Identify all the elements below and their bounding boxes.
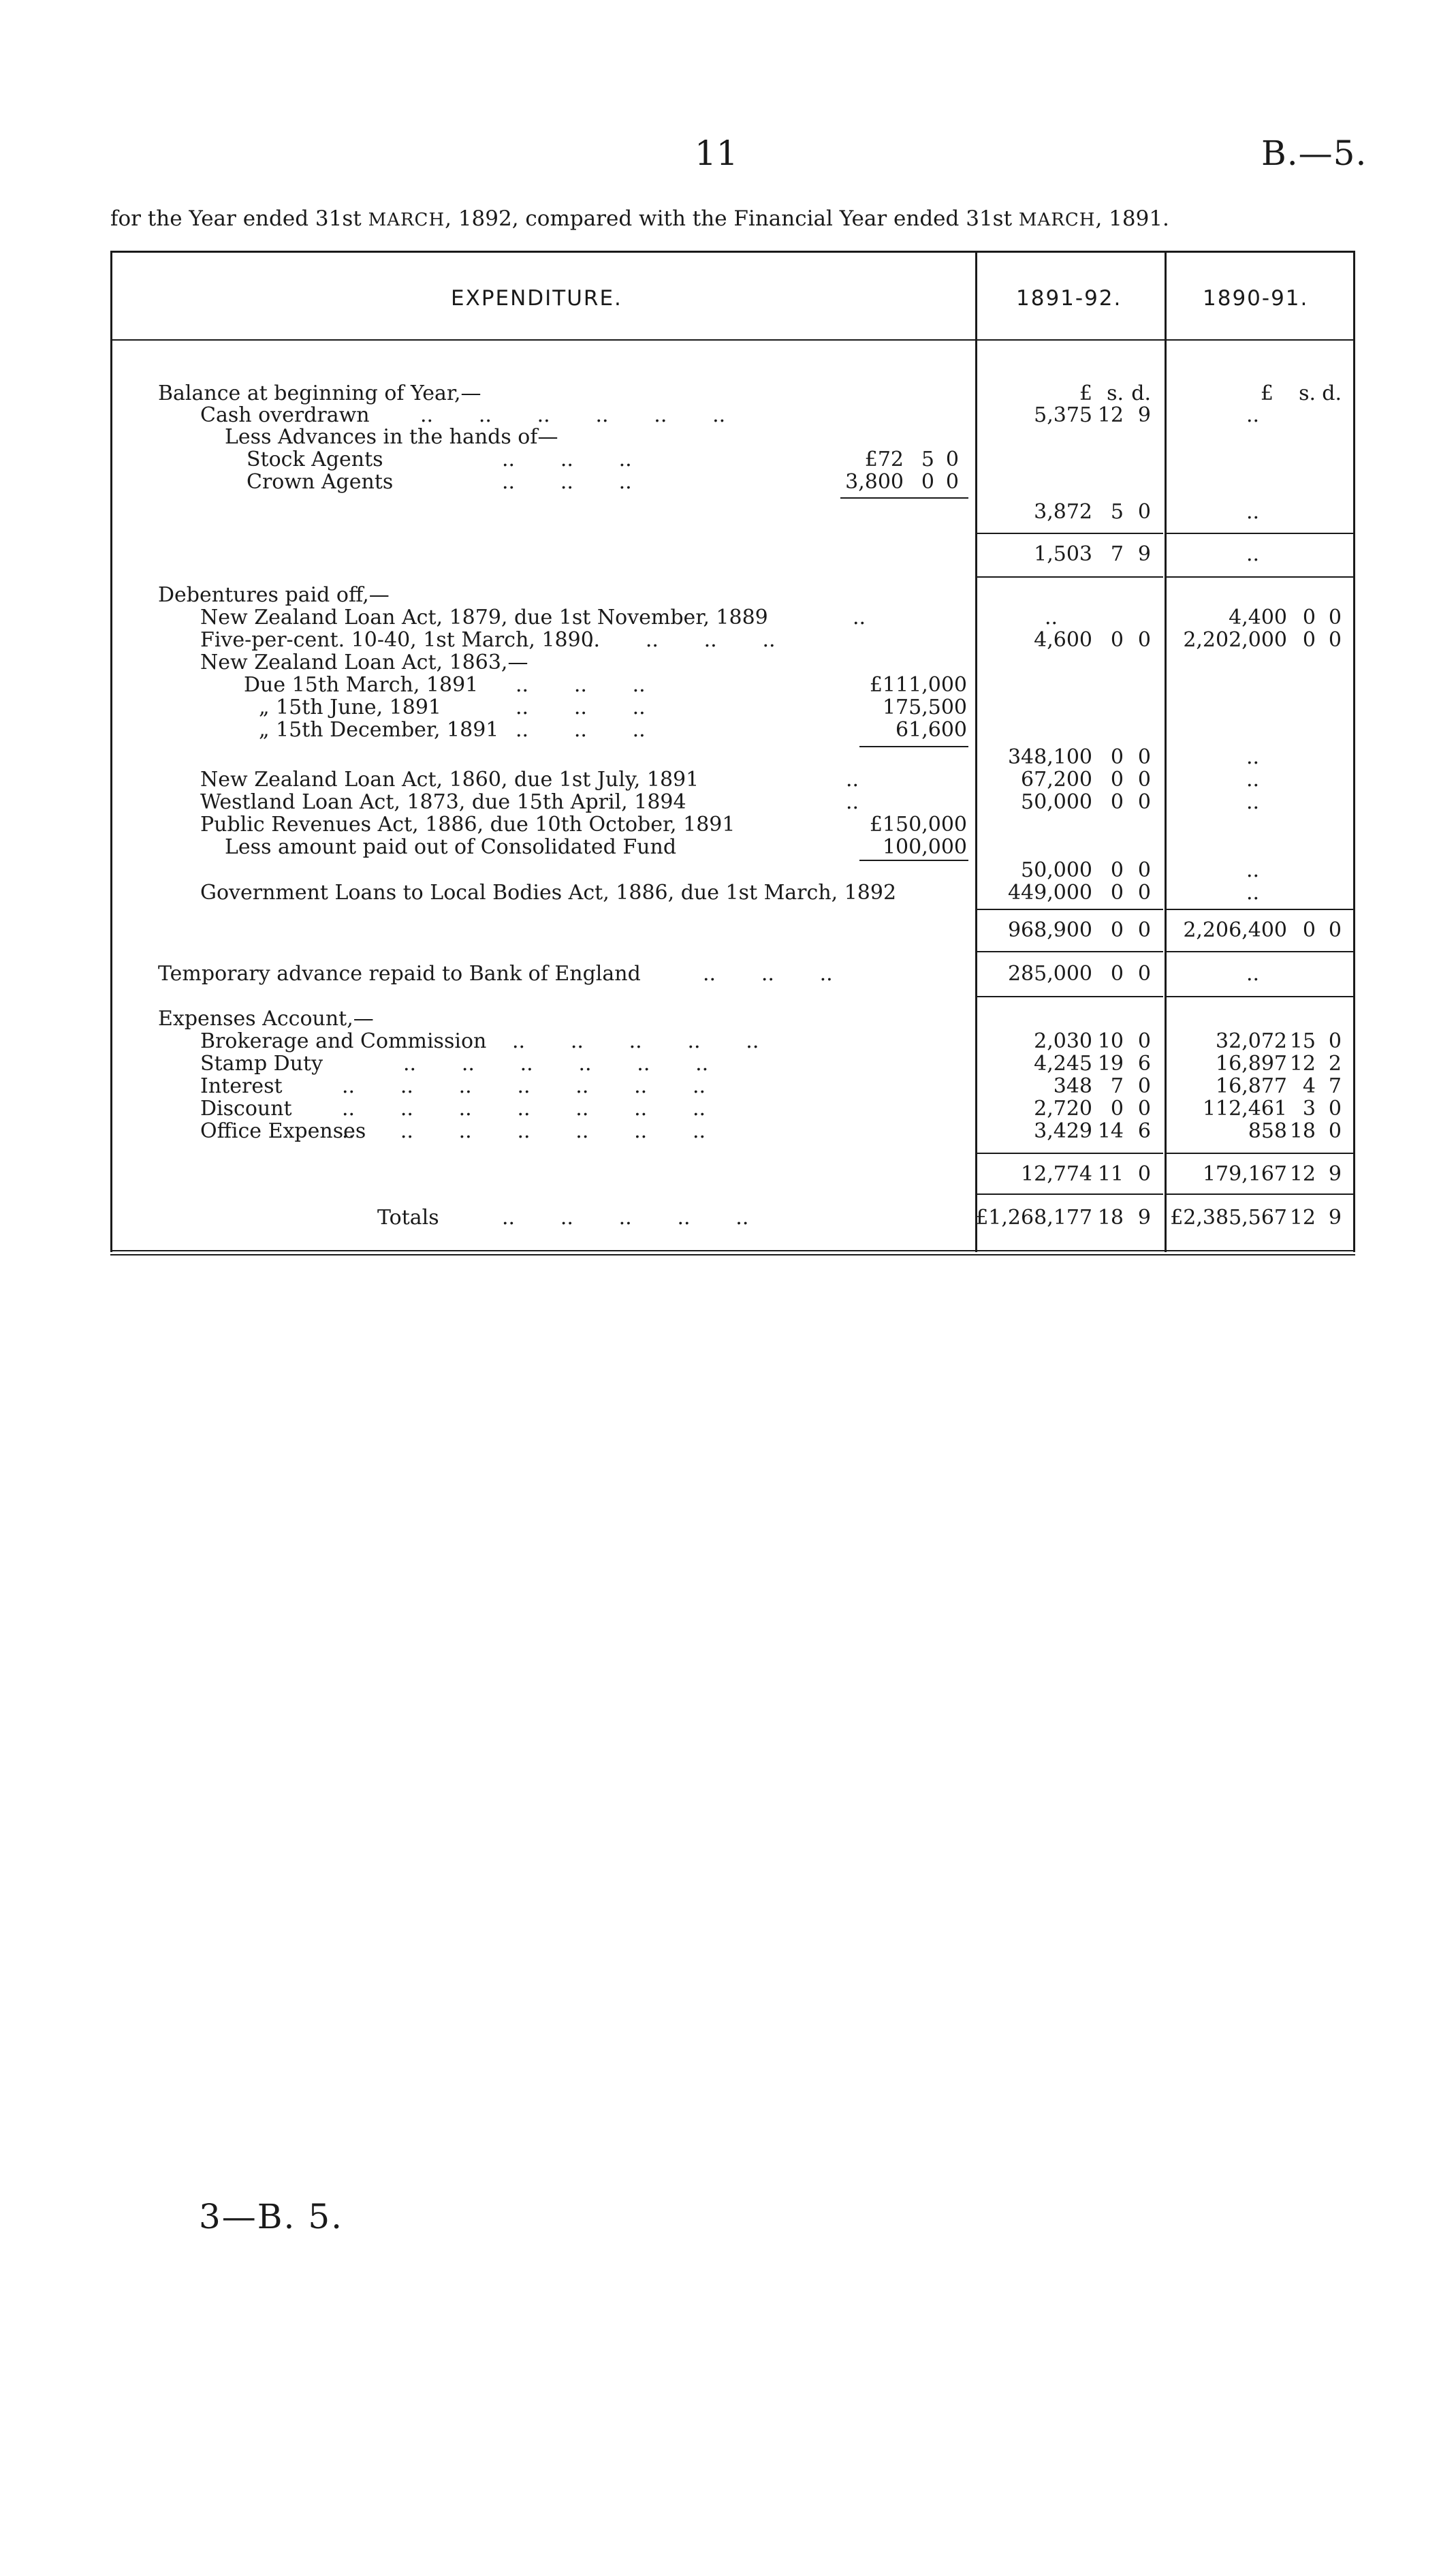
crown-agents-amount-shillings: 0 (921, 470, 934, 494)
table-caption (110, 206, 1169, 231)
expenses-row-2-1891-shillings: 4 (1302, 1074, 1316, 1098)
loan-1879-leaders: .. (853, 607, 911, 629)
temporary-1892-pence: 0 (1137, 962, 1151, 986)
loan-1863-total-1892-pounds: 348,100 (1007, 745, 1092, 769)
advances-total-1892-shillings: 5 (1110, 500, 1124, 524)
local-bodies-1892-shillings: 0 (1110, 881, 1124, 905)
loan-1879-1892: .. (1045, 606, 1058, 629)
public-revenues-amount: £150,000 (869, 813, 967, 837)
expenses-heading: Expenses Account,— (158, 1007, 374, 1031)
loan-1879-1891-pounds: 4,400 (1229, 606, 1287, 629)
header-expenditure: EXPENDITURE. (451, 286, 622, 311)
loan-1863-total-1892-shillings: 0 (1110, 745, 1124, 769)
five-per-cent-leaders: .. .. .. .. (587, 629, 821, 651)
caption-suffix: , 1891. (1095, 206, 1169, 231)
cash-overdrawn-leaders: .. .. .. .. .. .. (420, 405, 771, 426)
footer-signature: 3—B. 5. (199, 2197, 344, 2236)
expenses-rule-1891 (1166, 1153, 1353, 1154)
westland-leaders: .. (846, 792, 904, 813)
expenses-row-4-1891-pounds: 858 (1248, 1119, 1287, 1143)
cur-pound-1892: £ (1079, 381, 1092, 405)
caption-month-1: MARCH (368, 210, 445, 230)
loan-1860-1892-shillings: 0 (1110, 768, 1124, 792)
debentures-subtotal-1891-pence: 0 (1328, 918, 1342, 942)
local-bodies-1892-pence: 0 (1137, 881, 1151, 905)
expenses-row-3-1891-pence: 0 (1328, 1097, 1342, 1121)
totals-label: Totals (377, 1206, 439, 1230)
five-per-cent-label: Five-per-cent. 10-40, 1st March, 1890 (200, 628, 594, 652)
loan-1879-1891-shillings: 0 (1302, 606, 1316, 629)
consolidated-rule (859, 860, 968, 861)
loan-1863-item-1-label: „ 15th June, 1891 (259, 696, 442, 719)
loan-1863-item-2-label: „ 15th December, 1891 (259, 718, 499, 742)
debentures-subtotal-1892-shillings: 0 (1110, 918, 1124, 942)
cash-overdrawn-1892-pence: 9 (1137, 403, 1151, 427)
expenses-row-3-1892-shillings: 0 (1110, 1097, 1124, 1121)
five-per-cent-1891-pence: 0 (1328, 628, 1342, 652)
temporary-label: Temporary advance repaid to Bank of England (158, 962, 641, 986)
debentures-sub-rule-1891 (1166, 951, 1353, 952)
expenses-sub-rule-1891 (1166, 1193, 1353, 1195)
local-bodies-1891: .. (1246, 881, 1260, 905)
expenses-row-3-1891-pounds: 112,461 (1202, 1097, 1287, 1121)
expenses-row-2-1892-pence: 0 (1137, 1074, 1151, 1098)
totals-1892-pence: 9 (1137, 1206, 1151, 1230)
expenses-row-3-leaders: .. .. .. .. .. .. .. (342, 1098, 751, 1120)
expenses-row-2-1892-shillings: 7 (1110, 1074, 1124, 1098)
westland-1892-pence: 0 (1137, 790, 1151, 814)
expenses-row-0-1891-shillings: 15 (1289, 1029, 1316, 1053)
expenses-row-2-leaders: .. .. .. .. .. .. .. (342, 1076, 751, 1097)
loan-1863-item-1-amount: 175,500 (882, 696, 967, 719)
balance-rule-1892 (977, 533, 1163, 534)
stock-agents-label: Stock Agents (247, 448, 383, 471)
expenses-row-0-leaders: .. .. .. .. .. (512, 1031, 805, 1052)
col-divider-1 (975, 251, 977, 1252)
loan-1863-item-2-leaders: .. .. .. (516, 719, 691, 741)
less-consolidated-1891: .. (1246, 858, 1260, 882)
advances-total-1891: .. (1246, 500, 1260, 524)
expenses-subtotal-1891-pounds: 179,167 (1202, 1162, 1287, 1186)
caption-prefix: for the Year ended 31st (110, 206, 368, 231)
expenses-row-0-1892-shillings: 10 (1097, 1029, 1124, 1053)
expenses-row-4-1892-pence: 6 (1137, 1119, 1151, 1143)
balance-subtotal-1891: .. (1246, 542, 1260, 566)
expenses-row-3-label: Discount (200, 1097, 292, 1121)
expenses-row-1-1891-pounds: 16,897 (1216, 1052, 1287, 1076)
table-top-rule (110, 251, 1355, 253)
westland-label: Westland Loan Act, 1873, due 15th April, 1894 (200, 790, 686, 814)
expenses-row-1-leaders: .. .. .. .. .. .. (403, 1053, 754, 1075)
balance-sub-rule-1891 (1166, 576, 1353, 578)
expenses-row-2-1891-pence: 7 (1328, 1074, 1342, 1098)
table-right-rule (1353, 251, 1355, 1252)
bottom-rule-2 (110, 1254, 1355, 1255)
less-consolidated-amount: 100,000 (882, 835, 967, 859)
temporary-1892-pounds: 285,000 (1007, 962, 1092, 986)
totals-1891-shillings: 12 (1289, 1206, 1316, 1230)
cash-overdrawn-label: Cash overdrawn (200, 403, 370, 427)
expenses-subtotal-1891-shillings: 12 (1289, 1162, 1316, 1186)
expenses-row-0-1891-pence: 0 (1328, 1029, 1342, 1053)
caption-month-2: MARCH (1018, 210, 1096, 230)
loan-1863-item-0-leaders: .. .. .. (516, 674, 691, 696)
expenses-row-3-1892-pounds: 2,720 (1034, 1097, 1092, 1121)
debentures-subtotal-1892-pence: 0 (1137, 918, 1151, 942)
westland-1891: .. (1246, 790, 1260, 814)
temporary-leaders: .. .. .. (703, 963, 879, 985)
loan-1879-1891-pence: 0 (1328, 606, 1342, 629)
local-bodies-1892-pounds: 449,000 (1007, 881, 1092, 905)
totals-leaders: .. .. .. .. .. (502, 1207, 795, 1229)
less-consolidated-1892-pounds: 50,000 (1021, 858, 1092, 882)
expenses-row-4-1892-shillings: 14 (1097, 1119, 1124, 1143)
debentures-subtotal-1891-shillings: 0 (1302, 918, 1316, 942)
temporary-1891: .. (1246, 962, 1260, 986)
five-per-cent-1892-pounds: 4,600 (1034, 628, 1092, 652)
loan-1863-label: New Zealand Loan Act, 1863,— (200, 651, 528, 674)
expenses-subtotal-1892-pence: 0 (1137, 1162, 1151, 1186)
header-1891-92: 1891-92. (1016, 286, 1122, 311)
loan-1863-item-2-amount: 61,600 (896, 718, 967, 742)
loan-1863-total-1891: .. (1246, 745, 1260, 769)
debentures-heading: Debentures paid off,— (158, 583, 390, 607)
header-rule (110, 339, 1355, 341)
expenses-row-1-1892-pounds: 4,245 (1034, 1052, 1092, 1076)
expenses-row-1-1891-shillings: 12 (1289, 1052, 1316, 1076)
crown-agents-label: Crown Agents (247, 470, 394, 494)
expenses-row-1-1892-shillings: 19 (1097, 1052, 1124, 1076)
caption-middle: , 1892, compared with the Financial Year ended 31st (445, 206, 1019, 231)
loan-1860-1892-pence: 0 (1137, 768, 1151, 792)
loan-1860-1892-pounds: 67,200 (1021, 768, 1092, 792)
loan-1860-label: New Zealand Loan Act, 1860, due 1st July, 1891 (200, 768, 699, 792)
expenses-row-4-label: Office Expenses (200, 1119, 366, 1143)
expenses-row-4-1891-pence: 0 (1328, 1119, 1342, 1143)
crown-agents-amount-pounds: 3,800 (845, 470, 904, 494)
stock-agents-amount-shillings: 5 (921, 448, 934, 471)
debentures-rule-1891 (1166, 909, 1353, 910)
expenses-row-0-1892-pounds: 2,030 (1034, 1029, 1092, 1053)
local-bodies-label: Government Loans to Local Bodies Act, 1886, due 1st March, 1892 (200, 881, 897, 905)
stock-agents-amount-pounds: £72 (864, 448, 904, 471)
advances-total-1892-pence: 0 (1137, 500, 1151, 524)
cur-pound-1891: £ (1260, 381, 1273, 405)
five-per-cent-1892-shillings: 0 (1110, 628, 1124, 652)
totals-1892-pounds: £1,268,177 (975, 1206, 1092, 1230)
header-1890-91: 1890-91. (1203, 286, 1309, 311)
balance-subtotal-1892-shillings: 7 (1110, 542, 1124, 566)
balance-sub-rule-1892 (977, 576, 1163, 578)
expenses-row-4-leaders: .. .. .. .. .. .. .. (342, 1121, 751, 1142)
westland-1892-shillings: 0 (1110, 790, 1124, 814)
balance-subtotal-1892-pence: 9 (1137, 542, 1151, 566)
balance-heading: Balance at beginning of Year,— (158, 381, 481, 405)
cur-pence-1891: d. (1322, 381, 1342, 405)
five-per-cent-1891-shillings: 0 (1302, 628, 1316, 652)
cash-overdrawn-1892-pounds: 5,375 (1034, 403, 1092, 427)
crown-agents-leaders: .. .. .. (502, 471, 678, 493)
totals-1891-pence: 9 (1328, 1206, 1342, 1230)
expenses-row-2-1892-pounds: 348 (1053, 1074, 1092, 1098)
expenditure-table (110, 251, 1355, 1255)
westland-1892-pounds: 50,000 (1021, 790, 1092, 814)
loan-1863-rule (859, 746, 968, 747)
col-divider-2 (1165, 251, 1167, 1252)
expenses-row-0-1891-pounds: 32,072 (1216, 1029, 1287, 1053)
loan-1863-total-1892-pence: 0 (1137, 745, 1151, 769)
balance-rule-1891 (1166, 533, 1353, 534)
loan-1860-1891: .. (1246, 768, 1260, 792)
loan-1879-label: New Zealand Loan Act, 1879, due 1st November, 1889 (200, 606, 768, 629)
balance-subtotal-1892-pounds: 1,503 (1034, 542, 1092, 566)
five-per-cent-1892-pence: 0 (1137, 628, 1151, 652)
totals-1892-shillings: 18 (1097, 1206, 1124, 1230)
advances-rule (840, 497, 968, 499)
expenses-subtotal-1891-pence: 9 (1328, 1162, 1342, 1186)
totals-1891-pounds: £2,385,567 (1170, 1206, 1287, 1230)
crown-agents-amount-pence: 0 (945, 470, 959, 494)
debentures-subtotal-1892-pounds: 968,900 (1007, 918, 1092, 942)
stock-agents-leaders: .. .. .. (502, 449, 678, 471)
less-advances-label: Less Advances in the hands of— (225, 425, 558, 449)
expenses-row-2-1891-pounds: 16,877 (1216, 1074, 1287, 1098)
expenses-sub-rule-1892 (977, 1193, 1163, 1195)
temporary-1892-shillings: 0 (1110, 962, 1124, 986)
expenses-row-3-1891-shillings: 3 (1302, 1097, 1316, 1121)
advances-total-1892-pounds: 3,872 (1034, 500, 1092, 524)
expenses-row-3-1892-pence: 0 (1137, 1097, 1151, 1121)
stock-agents-amount-pence: 0 (945, 448, 959, 471)
debentures-rule-1892 (977, 909, 1163, 910)
five-per-cent-1891-pounds: 2,202,000 (1183, 628, 1287, 652)
expenses-row-1-label: Stamp Duty (200, 1052, 323, 1076)
less-consolidated-label: Less amount paid out of Consolidated Fund (225, 835, 677, 859)
loan-1860-leaders: .. (846, 769, 904, 791)
expenses-row-4-1892-pounds: 3,429 (1034, 1119, 1092, 1143)
expenses-row-4-1891-shillings: 18 (1289, 1119, 1316, 1143)
expenses-row-1-1892-pence: 6 (1137, 1052, 1151, 1076)
cash-overdrawn-1892-shillings: 12 (1097, 403, 1124, 427)
expenses-row-0-1892-pence: 0 (1137, 1029, 1151, 1053)
less-consolidated-1892-pence: 0 (1137, 858, 1151, 882)
expenses-subtotal-1892-pounds: 12,774 (1021, 1162, 1092, 1186)
loan-1863-item-0-label: Due 15th March, 1891 (244, 673, 479, 697)
expenses-rule-1892 (977, 1153, 1163, 1154)
cur-pence-1892: d. (1131, 381, 1151, 405)
document-reference: B.—5. (1261, 134, 1367, 173)
debentures-sub-rule-1892 (977, 951, 1163, 952)
cash-overdrawn-1891: .. (1246, 403, 1260, 427)
cur-shilling-1892: s. (1107, 381, 1124, 405)
less-consolidated-1892-shillings: 0 (1110, 858, 1124, 882)
temporary-rule-1891 (1166, 996, 1353, 997)
expenses-subtotal-1892-shillings: 11 (1097, 1162, 1124, 1186)
page-number: 11 (695, 134, 738, 173)
temporary-rule-1892 (977, 996, 1163, 997)
expenses-row-2-label: Interest (200, 1074, 283, 1098)
expenses-row-1-1891-pence: 2 (1328, 1052, 1342, 1076)
cur-shilling-1891: s. (1299, 381, 1316, 405)
loan-1863-item-0-amount: £111,000 (869, 673, 967, 697)
table-left-rule (110, 251, 112, 1252)
loan-1863-item-1-leaders: .. .. .. (516, 697, 691, 719)
debentures-subtotal-1891-pounds: 2,206,400 (1183, 918, 1287, 942)
public-revenues-label: Public Revenues Act, 1886, due 10th October, 1891 (200, 813, 735, 837)
bottom-rule-1 (110, 1250, 1355, 1251)
expenses-row-0-label: Brokerage and Commission (200, 1029, 487, 1053)
